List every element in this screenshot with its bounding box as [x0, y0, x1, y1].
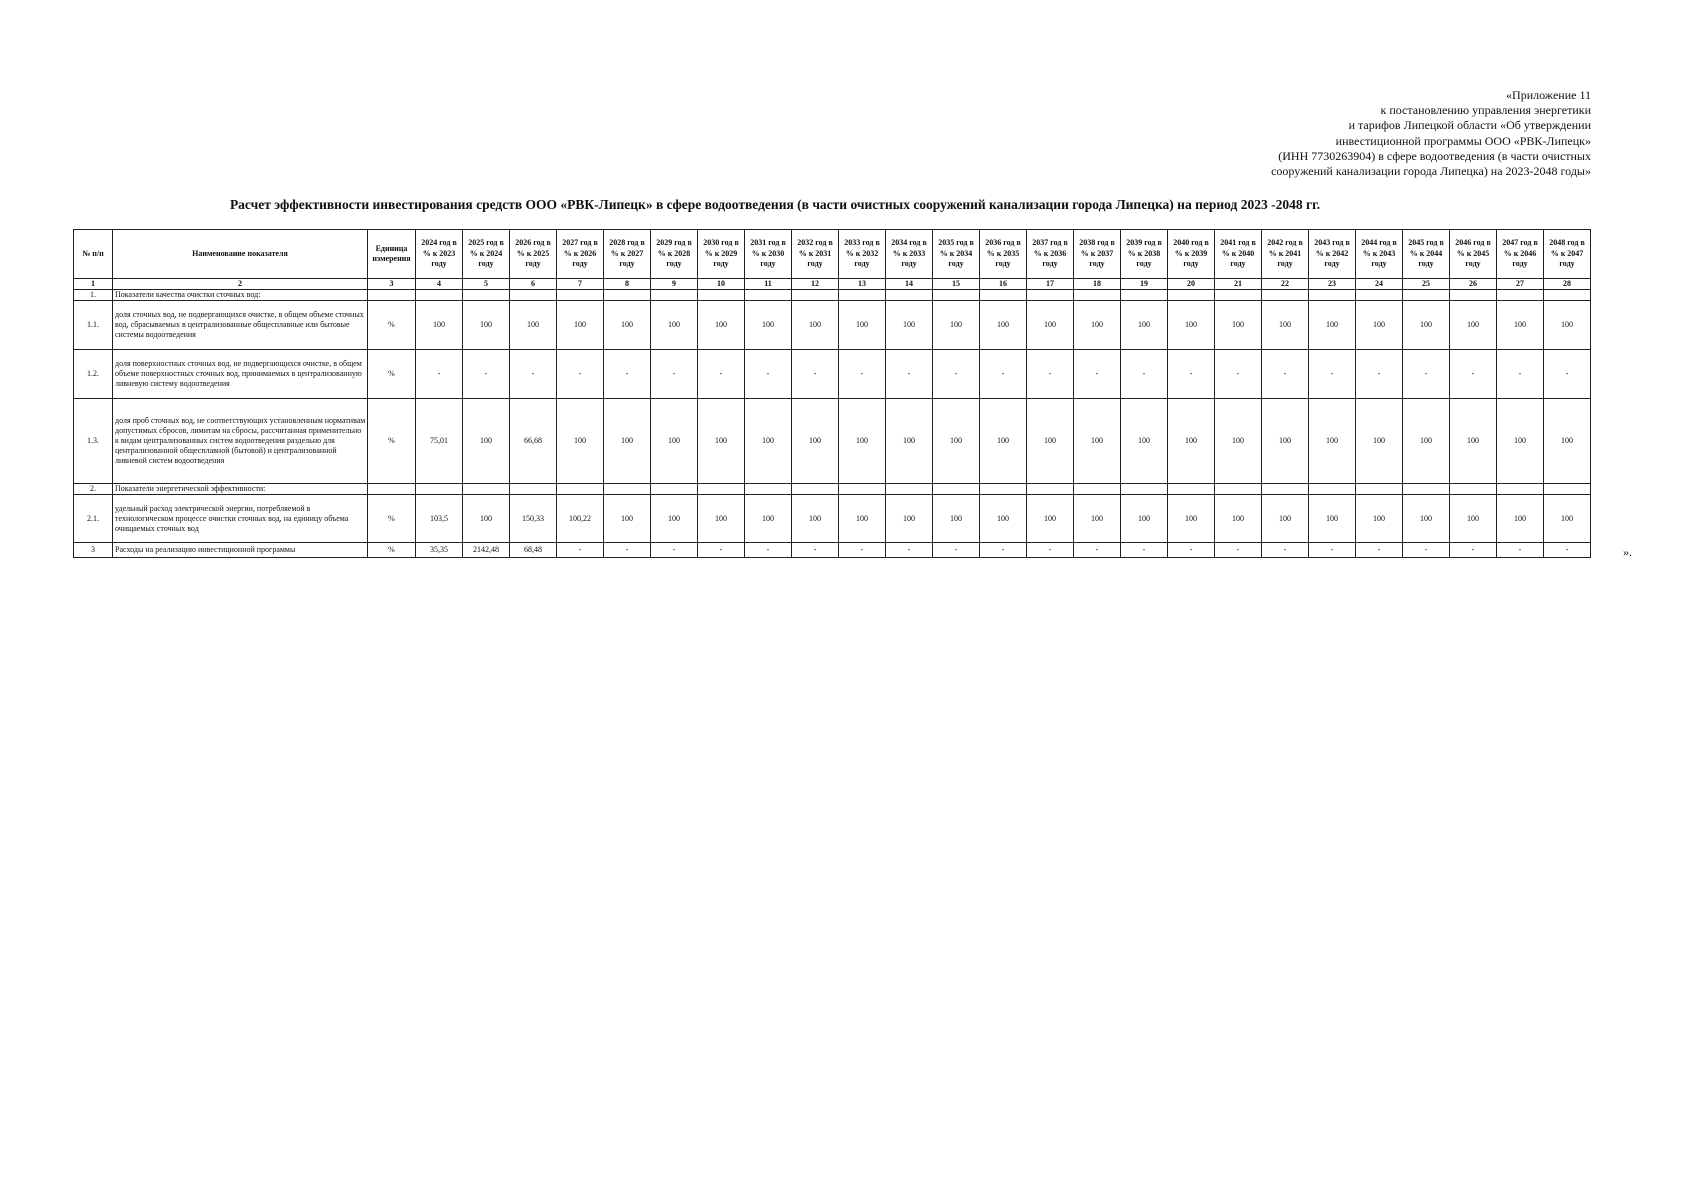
column-number: 10 [698, 279, 745, 290]
value-cell: 100 [1544, 301, 1591, 350]
value-cell: 100 [933, 399, 980, 484]
unit-cell: % [368, 399, 416, 484]
value-cell: - [1497, 543, 1544, 558]
value-cell: 100 [557, 399, 604, 484]
indicator-name: доля поверхностных сточных вод, не подвергающихся очистке, в общем объеме поверхностных сточных вод, принимаемых в централизованную ливневую систему водоотведения [113, 350, 368, 399]
table-row [74, 290, 1591, 301]
value-cell [1450, 290, 1497, 301]
row-number: 2. [74, 484, 113, 495]
value-cell: 100 [1450, 301, 1497, 350]
value-cell: 100 [651, 301, 698, 350]
column-number: 22 [1262, 279, 1309, 290]
value-cell: 100 [1262, 495, 1309, 543]
value-cell: 100 [1403, 301, 1450, 350]
value-cell [557, 484, 604, 495]
value-cell: - [1215, 543, 1262, 558]
value-cell: - [792, 350, 839, 399]
indicator-name: доля проб сточных вод, не соответствующих установленным нормативам допустимых сбросов, лимитам на сбросы, рассчитанная применительно к видам централизованных систем водоотведения раздельно для централизованной общесплавной (бытовой) и централизованной ливневой систем водоотведения [113, 399, 368, 484]
column-header: 2038 год в % к 2037 году [1074, 230, 1121, 279]
column-header: 2047 год в % к 2046 году [1497, 230, 1544, 279]
value-cell: 100 [792, 495, 839, 543]
value-cell: 68,48 [510, 543, 557, 558]
value-cell [1356, 290, 1403, 301]
row-number: 2.1. [74, 495, 113, 543]
value-cell: 100 [1168, 495, 1215, 543]
value-cell [1121, 290, 1168, 301]
value-cell: 100 [1497, 495, 1544, 543]
value-cell: 100 [463, 399, 510, 484]
value-cell: 100 [651, 399, 698, 484]
indicator-name: Показатели энергетической эффективности: [113, 484, 368, 495]
value-cell: - [1262, 350, 1309, 399]
column-number: 28 [1544, 279, 1591, 290]
column-number: 9 [651, 279, 698, 290]
column-header: 2043 год в % к 2042 году [1309, 230, 1356, 279]
value-cell: 100 [510, 301, 557, 350]
column-number: 27 [1497, 279, 1544, 290]
value-cell: 100 [1121, 399, 1168, 484]
value-cell: 100 [604, 301, 651, 350]
value-cell: 100 [1121, 301, 1168, 350]
value-cell: 100 [604, 495, 651, 543]
value-cell: 100 [886, 495, 933, 543]
value-cell: 100 [1121, 495, 1168, 543]
column-number: 5 [463, 279, 510, 290]
value-cell [1450, 484, 1497, 495]
value-cell [1497, 484, 1544, 495]
value-cell: 100 [1027, 399, 1074, 484]
value-cell: 103,5 [416, 495, 463, 543]
column-header: 2025 год в % к 2024 году [463, 230, 510, 279]
column-header: Единица измерения [368, 230, 416, 279]
value-cell: 100 [1074, 399, 1121, 484]
value-cell: 100 [1027, 495, 1074, 543]
value-cell: - [1074, 350, 1121, 399]
value-cell: 100 [1074, 495, 1121, 543]
column-number: 23 [1309, 279, 1356, 290]
value-cell: 100 [1309, 495, 1356, 543]
value-cell [1309, 484, 1356, 495]
value-cell: - [1403, 350, 1450, 399]
value-cell: 100 [886, 301, 933, 350]
value-cell: 100 [604, 399, 651, 484]
value-cell: 100 [839, 495, 886, 543]
column-header: 2037 год в % к 2036 году [1027, 230, 1074, 279]
column-number: 14 [886, 279, 933, 290]
value-cell: - [1215, 350, 1262, 399]
value-cell: 100 [839, 301, 886, 350]
column-header: 2046 год в % к 2045 году [1450, 230, 1497, 279]
value-cell [1074, 484, 1121, 495]
value-cell: 100 [1027, 301, 1074, 350]
value-cell: 100 [745, 495, 792, 543]
appendix-header-line: сооружений канализации города Липецка) на 2023-2048 годы» [1271, 164, 1591, 179]
unit-cell: % [368, 543, 416, 558]
value-cell [839, 290, 886, 301]
column-header: 2034 год в % к 2033 году [886, 230, 933, 279]
value-cell: 100 [698, 399, 745, 484]
column-header: 2039 год в % к 2038 году [1121, 230, 1168, 279]
column-number: 25 [1403, 279, 1450, 290]
column-number: 1 [74, 279, 113, 290]
value-cell [604, 290, 651, 301]
value-cell [416, 484, 463, 495]
value-cell [557, 290, 604, 301]
column-header: 2045 год в % к 2044 году [1403, 230, 1450, 279]
value-cell: - [651, 543, 698, 558]
value-cell [1027, 484, 1074, 495]
column-header: 2035 год в % к 2034 году [933, 230, 980, 279]
value-cell [1497, 290, 1544, 301]
value-cell: - [1544, 350, 1591, 399]
column-number: 2 [113, 279, 368, 290]
value-cell: 100 [792, 301, 839, 350]
value-cell [745, 290, 792, 301]
value-cell: 100 [1168, 301, 1215, 350]
column-number: 21 [1215, 279, 1262, 290]
value-cell: 100 [1262, 399, 1309, 484]
row-number: 1.2. [74, 350, 113, 399]
closing-quote: ». [1623, 545, 1632, 559]
document-title: Расчет эффективности инвестирования средств ООО «РВК-Липецк» в сфере водоотведения (в части очистных сооружений канализации города Липецка) на период 2023 -2048 гг. [229, 197, 1321, 212]
value-cell: 100 [651, 495, 698, 543]
value-cell: 100 [1544, 399, 1591, 484]
value-cell [1403, 290, 1450, 301]
column-header: 2040 год в % к 2039 году [1168, 230, 1215, 279]
value-cell: 100 [1262, 301, 1309, 350]
column-header: 2041 год в % к 2040 году [1215, 230, 1262, 279]
value-cell: - [1497, 350, 1544, 399]
value-cell: - [1309, 350, 1356, 399]
appendix-header-line: и тарифов Липецкой области «Об утверждении [1348, 118, 1591, 133]
value-cell [1262, 290, 1309, 301]
value-cell: 75,01 [416, 399, 463, 484]
column-number: 19 [1121, 279, 1168, 290]
value-cell: 66,68 [510, 399, 557, 484]
value-cell: 35,35 [416, 543, 463, 558]
value-cell: - [604, 350, 651, 399]
column-header: 2032 год в % к 2031 году [792, 230, 839, 279]
value-cell [510, 484, 557, 495]
value-cell: 100 [1544, 495, 1591, 543]
unit-cell: % [368, 495, 416, 543]
indicator-name: доля сточных вод, не подвергающихся очистке, в общем объеме сточных вод, сбрасываемых в централизованные общесплавные или бытовые системы водоотведения [113, 301, 368, 350]
column-number: 18 [1074, 279, 1121, 290]
value-cell: 100 [1497, 399, 1544, 484]
indicator-name: удельный расход электрической энергии, потребляемой в технологическом процессе очистки сточных вод, на единицу объема очищаемых сточных вод [113, 495, 368, 543]
value-cell [1215, 484, 1262, 495]
value-cell [1544, 290, 1591, 301]
value-cell [416, 290, 463, 301]
value-cell: 2142,48 [463, 543, 510, 558]
value-cell: - [1403, 543, 1450, 558]
value-cell [1027, 290, 1074, 301]
unit-cell: % [368, 301, 416, 350]
value-cell: 100 [980, 399, 1027, 484]
table-row [74, 543, 1591, 558]
value-cell [1215, 290, 1262, 301]
value-cell: - [510, 350, 557, 399]
column-header: 2027 год в % к 2026 году [557, 230, 604, 279]
value-cell: 100 [1450, 399, 1497, 484]
column-number: 8 [604, 279, 651, 290]
appendix-header-line: (ИНН 7730263904) в сфере водоотведения (в части очистных [1278, 148, 1591, 163]
value-cell: - [933, 543, 980, 558]
value-cell: 100 [933, 301, 980, 350]
column-number: 4 [416, 279, 463, 290]
column-number: 15 [933, 279, 980, 290]
value-cell: 100 [1309, 399, 1356, 484]
value-cell: - [745, 543, 792, 558]
value-cell [980, 290, 1027, 301]
column-header: № п/п [74, 230, 113, 279]
column-number: 11 [745, 279, 792, 290]
value-cell: 100 [745, 301, 792, 350]
column-header: 2044 год в % к 2043 году [1356, 230, 1403, 279]
value-cell: - [463, 350, 510, 399]
value-cell [1309, 290, 1356, 301]
unit-cell [368, 484, 416, 495]
indicator-name: Показатели качества очистки сточных вод: [113, 290, 368, 301]
value-cell: - [416, 350, 463, 399]
value-cell: 100 [1215, 301, 1262, 350]
column-number: 6 [510, 279, 557, 290]
value-cell: 100 [1450, 495, 1497, 543]
indicator-name: Расходы на реализацию инвестиционной программы [113, 543, 368, 558]
value-cell: - [1168, 350, 1215, 399]
table-row [74, 495, 1591, 543]
value-cell: - [745, 350, 792, 399]
table-row [74, 484, 1591, 495]
value-cell [1544, 484, 1591, 495]
value-cell [604, 484, 651, 495]
value-cell: 150,33 [510, 495, 557, 543]
value-cell: - [1074, 543, 1121, 558]
row-number: 1.3. [74, 399, 113, 484]
value-cell: 100 [745, 399, 792, 484]
column-header: 2042 год в % к 2041 году [1262, 230, 1309, 279]
value-cell: - [1121, 543, 1168, 558]
value-cell: - [1027, 350, 1074, 399]
value-cell: - [1544, 543, 1591, 558]
value-cell [463, 484, 510, 495]
value-cell: 100 [1497, 301, 1544, 350]
column-number: 24 [1356, 279, 1403, 290]
value-cell: - [839, 543, 886, 558]
value-cell: 100 [1403, 399, 1450, 484]
value-cell [1074, 290, 1121, 301]
value-cell: 100 [698, 495, 745, 543]
value-cell [792, 290, 839, 301]
value-cell: 100 [980, 495, 1027, 543]
value-cell: - [557, 543, 604, 558]
value-cell: 100 [933, 495, 980, 543]
column-header: 2028 год в % к 2027 году [604, 230, 651, 279]
value-cell: 100 [463, 301, 510, 350]
column-number: 16 [980, 279, 1027, 290]
value-cell [1168, 484, 1215, 495]
value-cell [510, 290, 557, 301]
value-cell: 100 [1356, 301, 1403, 350]
value-cell: - [839, 350, 886, 399]
value-cell: 100 [1168, 399, 1215, 484]
value-cell [1168, 290, 1215, 301]
value-cell: 100 [698, 301, 745, 350]
value-cell: - [792, 543, 839, 558]
value-cell: 100 [1215, 399, 1262, 484]
appendix-header-line: к постановлению управления энергетики [1380, 103, 1591, 118]
value-cell [839, 484, 886, 495]
column-header: 2048 год в % к 2047 году [1544, 230, 1591, 279]
appendix-header-line: инвестиционной программы ООО «РВК-Липецк» [1335, 133, 1591, 148]
column-number: 7 [557, 279, 604, 290]
value-cell: 100 [980, 301, 1027, 350]
column-header: 2030 год в % к 2029 году [698, 230, 745, 279]
value-cell [1121, 484, 1168, 495]
value-cell [651, 290, 698, 301]
row-number: 1. [74, 290, 113, 301]
value-cell: 100 [1074, 301, 1121, 350]
value-cell [651, 484, 698, 495]
value-cell: 100 [1309, 301, 1356, 350]
value-cell: - [1027, 543, 1074, 558]
value-cell: - [980, 350, 1027, 399]
value-cell [886, 290, 933, 301]
value-cell: - [604, 543, 651, 558]
table-row [74, 301, 1591, 350]
value-cell: 100 [416, 301, 463, 350]
table-row [74, 399, 1591, 484]
value-cell: - [1262, 543, 1309, 558]
unit-cell: % [368, 350, 416, 399]
value-cell: 100 [463, 495, 510, 543]
value-cell [698, 290, 745, 301]
value-cell [886, 484, 933, 495]
column-number: 20 [1168, 279, 1215, 290]
value-cell: - [651, 350, 698, 399]
column-header: 2026 год в % к 2025 году [510, 230, 557, 279]
value-cell [1262, 484, 1309, 495]
value-cell: - [933, 350, 980, 399]
appendix-header [1271, 88, 1591, 179]
value-cell: 100 [557, 301, 604, 350]
value-cell: - [698, 543, 745, 558]
value-cell [463, 290, 510, 301]
value-cell: - [886, 350, 933, 399]
value-cell [933, 484, 980, 495]
value-cell: - [980, 543, 1027, 558]
row-number: 1.1. [74, 301, 113, 350]
column-header: 2031 год в % к 2030 году [745, 230, 792, 279]
value-cell [1403, 484, 1450, 495]
value-cell: - [1309, 543, 1356, 558]
value-cell [698, 484, 745, 495]
column-number: 17 [1027, 279, 1074, 290]
column-header: 2029 год в % к 2028 году [651, 230, 698, 279]
value-cell: - [557, 350, 604, 399]
value-cell: 100 [1356, 399, 1403, 484]
table-row [74, 350, 1591, 399]
value-cell: - [1450, 543, 1497, 558]
column-header: Наименование показателя [113, 230, 368, 279]
value-cell: - [1356, 350, 1403, 399]
column-number: 13 [839, 279, 886, 290]
value-cell: 100 [839, 399, 886, 484]
value-cell [1356, 484, 1403, 495]
column-number: 12 [792, 279, 839, 290]
column-header: 2036 год в % к 2035 году [980, 230, 1027, 279]
efficiency-table [73, 229, 1591, 558]
value-cell: - [886, 543, 933, 558]
column-number-row [74, 279, 1591, 290]
value-cell: - [1121, 350, 1168, 399]
appendix-header-line: «Приложение 11 [1506, 88, 1591, 102]
column-number: 3 [368, 279, 416, 290]
value-cell: - [1168, 543, 1215, 558]
value-cell: 100 [886, 399, 933, 484]
value-cell [792, 484, 839, 495]
value-cell: 100,22 [557, 495, 604, 543]
column-header: 2033 год в % к 2032 году [839, 230, 886, 279]
unit-cell [368, 290, 416, 301]
value-cell: - [1450, 350, 1497, 399]
value-cell: 100 [1403, 495, 1450, 543]
value-cell: 100 [1356, 495, 1403, 543]
table-header-row [74, 230, 1591, 279]
value-cell [980, 484, 1027, 495]
value-cell [745, 484, 792, 495]
column-header: 2024 год в % к 2023 году [416, 230, 463, 279]
row-number: 3 [74, 543, 113, 558]
value-cell: 100 [1215, 495, 1262, 543]
value-cell: - [1356, 543, 1403, 558]
value-cell: - [698, 350, 745, 399]
column-number: 26 [1450, 279, 1497, 290]
value-cell: 100 [792, 399, 839, 484]
value-cell [933, 290, 980, 301]
